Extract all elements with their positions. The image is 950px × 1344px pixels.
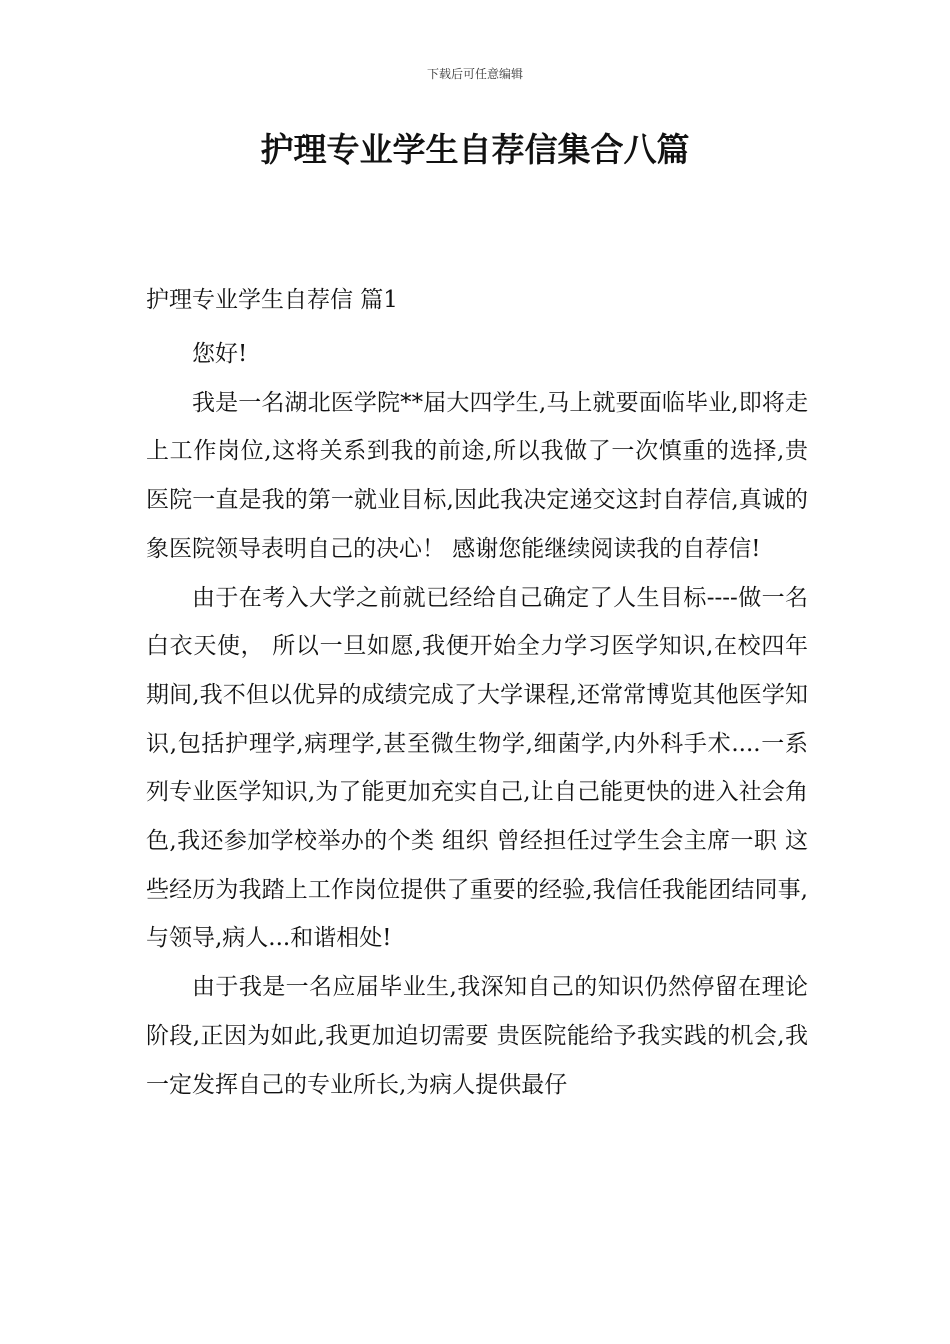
body-paragraph: 由于在考入大学之前就已经给自己确定了人生目标----做一名 白衣天使， 所以一旦如愿,我便开始全力学习医学知识,在校四年期间,我不但以优异的成绩完成了大学课程,还常常博览其他医学知识,包括护理学,病理学,甚至微生物学,细菌学,内外科手术....一系列专业医学知识,为了能更加充实自己,让自己能更快的进入社会角色,我还参加学校举办的个类 组织 曾经担任过学生会主席一职 这些经历为我踏上工作岗位提供了重要的经验,我信任我能团结同事,与领导,病人...和谐相处! [146, 584, 808, 952]
greeting-paragraph: 您好! [192, 341, 248, 367]
body-paragraph: 我是一名湖北医学院**届大四学生,马上就要面临毕业,即将走上工作岗位,这将关系到我的前途,所以我做了一次慎重的选择,贵医院一直是我的第一就业目标,因此我决定递交这封自荐信,真诚的象医院领导表明自己的决心！ 感谢您能继续阅读我的自荐信! [146, 389, 808, 562]
body-paragraph: 由于我是一名应届毕业生,我深知自己的知识仍然停留在理论阶段,正因为如此,我更加迫切需要 贵医院能给予我实践的机会,我一定发挥自己的专业所长,为病人提供最仔 [146, 974, 808, 1098]
letter-body [146, 330, 808, 1109]
section-heading: 护理专业学生自荐信 篇1 [146, 287, 398, 313]
header-note: 下载后可任意编辑 [426, 67, 523, 81]
document-title: 护理专业学生自荐信集合八篇 [260, 130, 690, 169]
